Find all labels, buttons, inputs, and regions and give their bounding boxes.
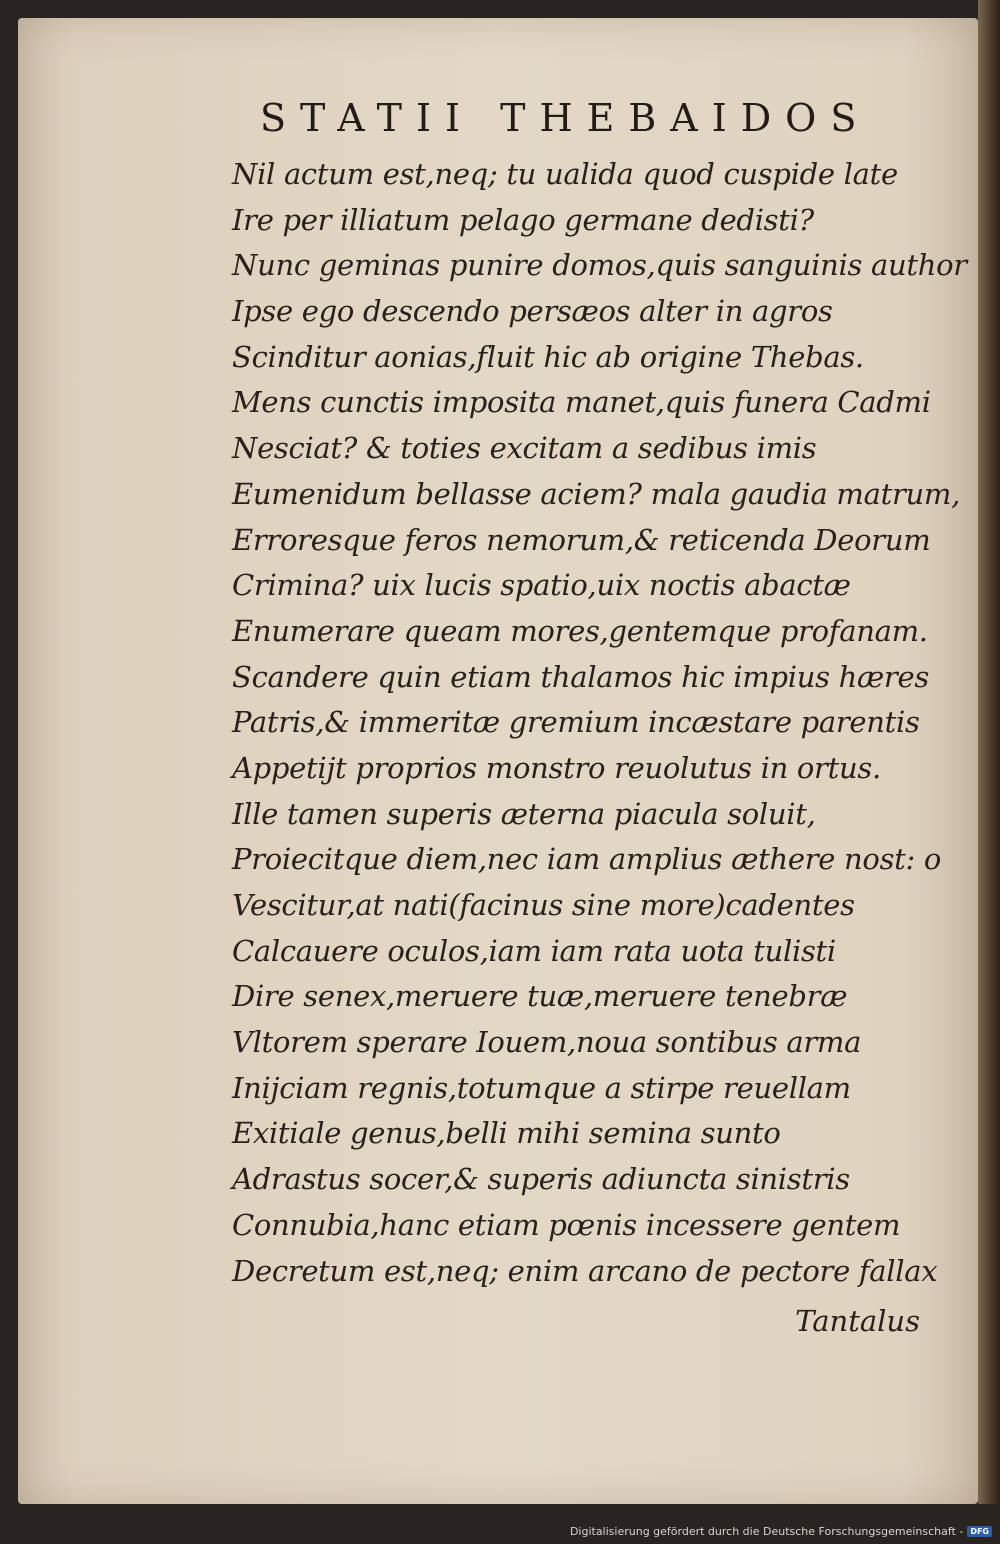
- verse-line: Dire senex,meruere tuæ,meruere tenebræ: [232, 979, 848, 1014]
- credit-text: Digitalisierung gefördert durch die Deutsche Forschungsgemeinschaft -: [569, 1525, 964, 1538]
- verse-line: Connubia,hanc etiam pœnis incessere gentem: [232, 1207, 901, 1242]
- verse-line: Scinditur aonias,fluit hic ab origine Thebas.: [232, 339, 864, 374]
- verse-line: Crimina? uix lucis spatio,uix noctis abactæ: [232, 568, 851, 603]
- verse-line: Calcauere oculos,iam iam rata uota tulisti: [232, 933, 836, 968]
- verse-line: Appetijt proprios monstro reuolutus in ortus.: [232, 750, 881, 785]
- verse-line: Decretum est,neq; enim arcano de pectore fallax: [232, 1253, 938, 1288]
- verse-line: Exitiale genus,belli mihi semina sunto: [232, 1116, 781, 1151]
- verse-line: Adrastus socer,& superis adiuncta sinistris: [232, 1162, 850, 1197]
- running-head: STATII THEBAIDOS: [260, 96, 871, 140]
- verse-line: Ille tamen superis æterna piacula soluit,: [232, 796, 816, 831]
- verse-line: Eumenidum bellasse aciem? mala gaudia matrum,: [232, 476, 961, 511]
- verse-line: Nil actum est,neq; tu ualida quod cuspide late: [232, 157, 898, 191]
- verse-line: Enumerare queam mores,gentemque profanam.: [232, 613, 928, 648]
- verse-line: Patris,& immeritæ gremium incæstare parentis: [232, 705, 920, 740]
- verse-line: Mens cunctis imposita manet,quis funera Cadmi: [232, 385, 931, 420]
- verse-line: Erroresque feros nemorum,& reticenda Deorum: [232, 522, 931, 557]
- verse-line: Vescitur,at nati(facinus sine more)cadentes: [232, 888, 855, 922]
- verse-line: Ipse ego descendo persæos alter in agros: [232, 294, 833, 329]
- verse-line: Nunc geminas punire domos,quis sanguinis author: [232, 248, 967, 283]
- book-edge: [978, 0, 1000, 1504]
- verse-line: Ire per illiatum pelago germane dedisti?: [232, 202, 814, 237]
- verse-line: Proiecitque diem,nec iam amplius æthere nost: o: [232, 842, 942, 877]
- dfg-logo: DFG: [967, 1526, 992, 1537]
- verse-text: [232, 152, 967, 1294]
- verse-line: Inijciam regnis,totumque a stirpe reuellam: [232, 1070, 851, 1105]
- catchword: Tantalus: [795, 1304, 920, 1338]
- digitization-credit: [570, 1525, 992, 1538]
- verse-line: Nesciat? & toties excitam a sedibus imis: [232, 431, 817, 466]
- verse-line: Vltorem sperare Iouem,noua sontibus arma: [232, 1025, 862, 1060]
- verse-line: Scandere quin etiam thalamos hic impius hæres: [232, 659, 929, 694]
